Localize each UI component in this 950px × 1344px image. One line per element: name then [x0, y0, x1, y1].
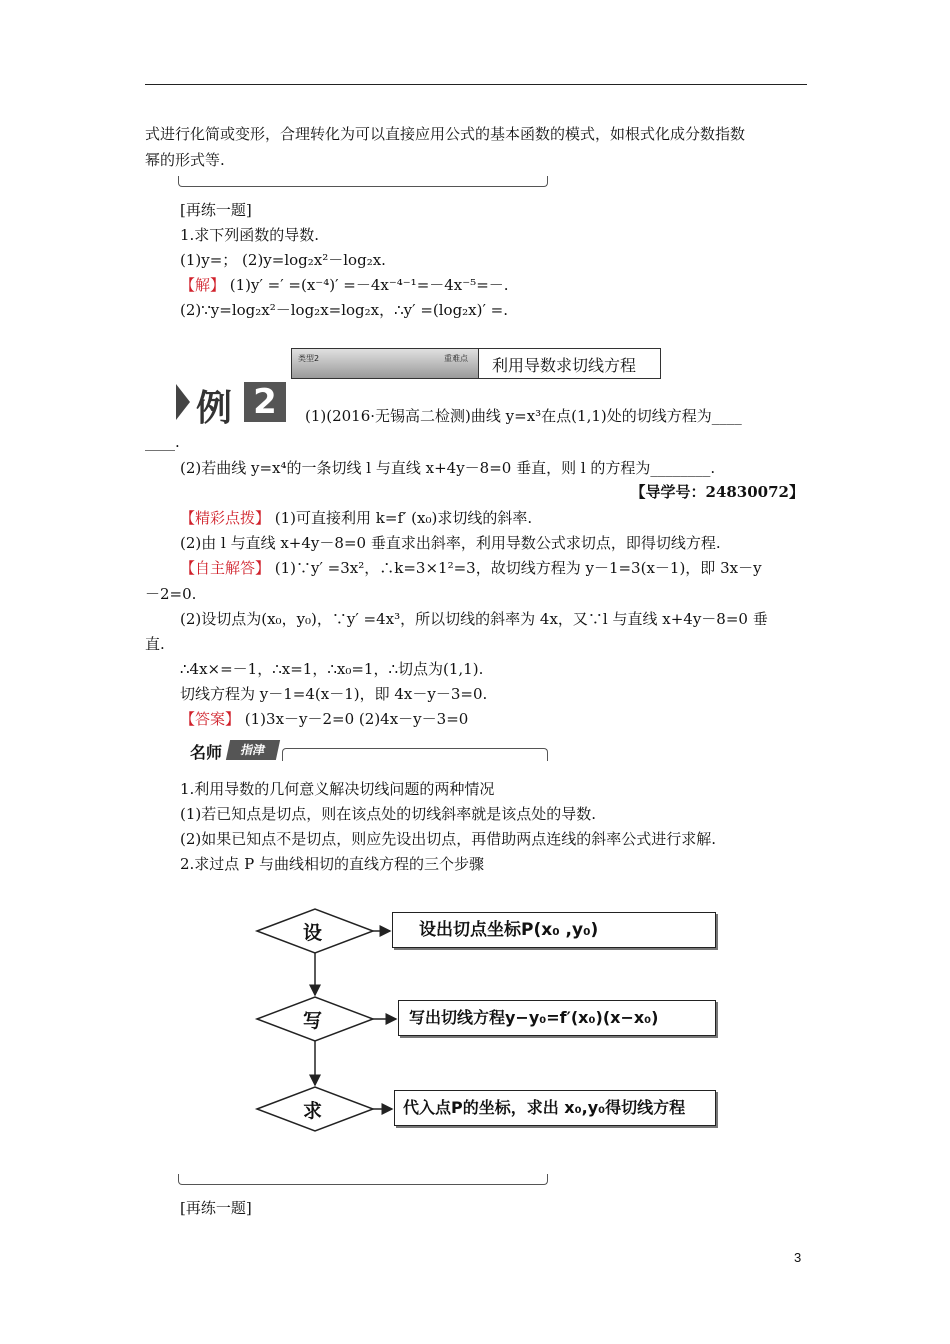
type-header: [291, 348, 661, 379]
practice-parts: (1)y=； (2)y=log₂x²－log₂x.: [180, 251, 386, 269]
example-q2: (2)若曲线 y=x⁴的一条切线 l 与直线 x+4y－8=0 垂直，则 l 的方程为________.: [180, 459, 716, 477]
tips-3: (2)如果已知点不是切点，则应先设出切点，再借助两点连线的斜率公式进行求解.: [180, 830, 717, 848]
tips-4: 2.求过点 P 与曲线相切的直线方程的三个步骤: [180, 855, 484, 873]
self-line-2-cont: 直.: [145, 635, 165, 653]
practice-heading: [再练一题]: [180, 201, 252, 219]
type-tag-2: 重难点: [444, 354, 468, 363]
tips-label-b: 指津: [226, 740, 280, 760]
type-tag: 类型2: [298, 354, 320, 363]
flow-step1-label: 设: [303, 922, 323, 944]
intro-line-1: 式进行化简或变形，合理转化为可以直接应用公式的基本函数的模式，如根式化成分数指数: [145, 125, 746, 143]
hint-tag: 【精彩点拨】: [180, 509, 271, 527]
example-badge: [176, 382, 288, 429]
self-line-1-cont: －2=0.: [145, 585, 197, 603]
answer-tag: 【答案】: [180, 710, 241, 728]
self-line-2: (2)设切点为(x₀，y₀)，∵y′ =4x³，所以切线的斜率为 4x，又∵l 与直线 x+4y－8=0 垂: [180, 610, 768, 628]
section-close-bracket: [178, 176, 548, 187]
intro-line-2: 幂的形式等.: [145, 151, 225, 169]
type-title: 利用导数求切线方程: [492, 356, 637, 375]
tips-1: 1.利用导数的几何意义解决切线问题的两种情况: [180, 780, 495, 798]
header-rule: [145, 84, 807, 85]
self-1-text: (1)∵y′ =3x²，∴k=3×1²=3，故切线方程为 y－1=3(x－1)，即 3x－y: [270, 559, 762, 577]
tips-2: (1)若已知点是切点，则在该点处的切线斜率就是该点处的导数.: [180, 805, 597, 823]
solution-tag: 【解】: [180, 276, 226, 294]
tips-open-bracket: [282, 748, 548, 761]
page-number: 3: [794, 1250, 802, 1265]
hint-1-text: (1)可直接利用 k=f′ (x₀)求切线的斜率.: [270, 509, 533, 527]
flow-step2-box: 写出切线方程y−y₀=f′(x₀)(x−x₀): [398, 1000, 716, 1036]
tips-label: [190, 740, 282, 762]
flow-step1-box: 设出切点坐标P(x₀ ,y₀): [392, 912, 716, 948]
example-q1: (1)(2016·无锡高二检测)曲线 y=x³在点(1,1)处的切线方程为____: [305, 407, 742, 425]
answer-text: (1)3x－y－2=0 (2)4x－y－3=0: [240, 710, 469, 728]
solution-1-text: (1)y′ =′ =(x⁻⁴)′ =－4x⁻⁴⁻¹=－4x⁻⁵=－.: [225, 276, 509, 294]
practice-solution-1: [180, 275, 509, 295]
self-tag: 【自主解答】: [180, 559, 271, 577]
guide-number: 【导学号：24830072】: [630, 483, 804, 501]
flow-step3-box: 代入点P的坐标，求出 x₀,y₀得切线方程: [394, 1090, 716, 1126]
example-q1-cont: ____.: [145, 433, 180, 451]
self-line-4: 切线方程为 y－1=4(x－1)，即 4x－y－3=0.: [180, 685, 488, 703]
flow-step2-label: 写: [303, 1010, 323, 1032]
hint-line-1: [180, 508, 532, 528]
practice-solution-2: (2)∵y=log₂x²－log₂x=log₂x，∴y′ =(log₂x)′ =.: [180, 301, 509, 319]
practice2-heading: [再练一题]: [180, 1199, 252, 1217]
answer-line: [180, 709, 468, 729]
self-line-1: [180, 558, 762, 578]
section-close-bracket-2: [178, 1174, 548, 1185]
example-number: 2: [244, 382, 286, 422]
type-bar: [292, 349, 479, 378]
tips-label-a: 名师: [190, 743, 223, 762]
flow-step3-label: 求: [303, 1100, 323, 1122]
self-line-3: ∴4x×=－1，∴x=1，∴x₀=1，∴切点为(1,1).: [180, 660, 484, 678]
practice-question: 1.求下列函数的导数.: [180, 226, 320, 244]
hint-line-2: (2)由 l 与直线 x+4y－8=0 垂直求出斜率，利用导数公式求切点，即得切线方程.: [180, 534, 721, 552]
example-char: 例: [196, 388, 233, 429]
